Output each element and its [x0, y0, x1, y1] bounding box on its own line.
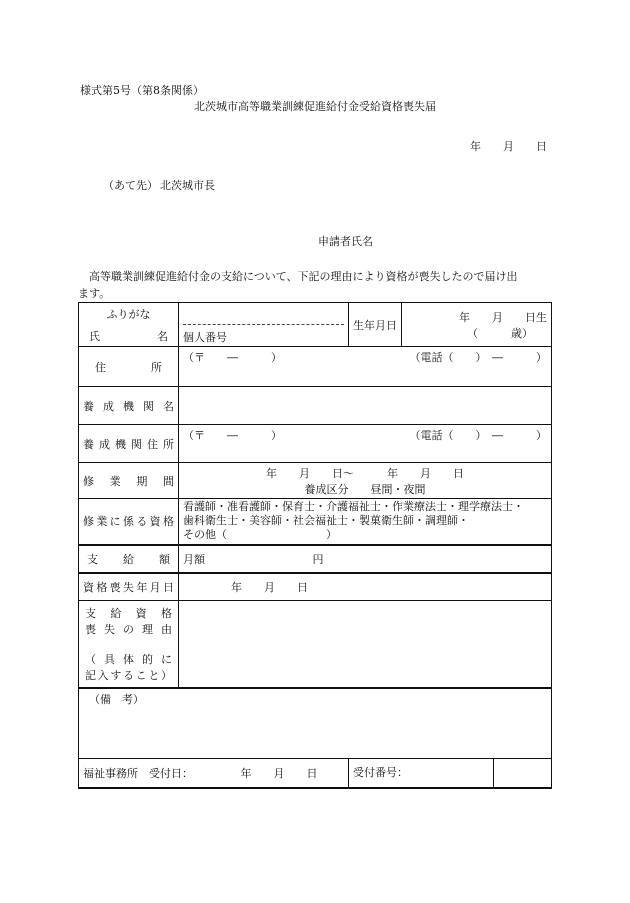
period-label: 修 業 期 間 — [79, 463, 179, 499]
institution-row — [79, 387, 552, 425]
form-title: 北茨城市高等職業訓練促進給付金受給資格喪失届 — [194, 100, 436, 113]
birthdate-input-cell[interactable] — [402, 303, 552, 347]
reason-label-line2: 喪失の理由 — [85, 623, 172, 636]
postal-code-field: （〒 ― ） — [183, 351, 282, 364]
remarks-cell[interactable] — [79, 688, 552, 758]
receipt-number-cell[interactable] — [349, 758, 552, 788]
qualification-options-cell[interactable] — [179, 499, 552, 545]
furigana-input-line[interactable] — [183, 304, 344, 325]
qualification-label: 修業に係る資格 — [79, 499, 179, 545]
receipt-number-input[interactable] — [494, 759, 551, 787]
name-input-cell[interactable] — [179, 303, 349, 347]
address-row — [79, 347, 552, 387]
yen-label: 円 — [312, 552, 324, 566]
institution-address-input-cell[interactable] — [179, 425, 552, 463]
address-phone-field: （電話（ ） ― ） — [409, 351, 547, 364]
office-receipt-date-cell[interactable] — [79, 758, 349, 788]
institution-postal-field: （〒 ― ） — [183, 429, 282, 442]
name-row — [79, 303, 552, 347]
loss-date-value: 年 月 日 — [231, 580, 308, 594]
remarks-label: （備 考） — [89, 693, 144, 706]
reason-input-cell[interactable] — [179, 601, 552, 689]
training-type: 養成区分 昼間・夜間 — [304, 482, 426, 496]
reason-row — [79, 601, 552, 689]
qualification-row — [79, 499, 552, 545]
qualification-options-line2: 歯科衛生士・美容師・社会福祉士・製菓衛生師・調理師・ — [183, 514, 469, 528]
reason-label-line3: （具体的に — [85, 653, 172, 666]
intro-text-line1: 高等職業訓練促進給付金の支給について、下記の理由により資格が喪失したので届け出 — [78, 270, 518, 283]
name-label: 氏 名 — [89, 329, 168, 343]
reason-label-cell — [79, 601, 179, 689]
payment-label: 支 給 額 — [79, 545, 179, 573]
office-row — [79, 758, 552, 788]
payment-input-cell[interactable] — [179, 545, 552, 573]
institution-address-label: 養成機関住所 — [79, 425, 179, 463]
intro-text-line2: ます。 — [78, 287, 111, 300]
age-value: （ 歳） — [467, 326, 533, 340]
furigana-label: ふりがな — [106, 307, 151, 321]
period-input-cell[interactable] — [179, 463, 552, 499]
institution-input-cell[interactable] — [179, 387, 552, 425]
monthly-label: 月額 — [183, 552, 205, 566]
birthdate-value: 年 月 日生 — [459, 310, 547, 324]
addressee-label: （あて先） — [103, 179, 158, 192]
qualification-options-line1: 看護師・准看護師・保育士・介護福祉士・作業療法士・理学療法士・ — [183, 500, 524, 514]
name-label-cell — [79, 303, 179, 347]
payment-row — [79, 545, 552, 573]
reason-label-line4: 記入すること） — [85, 669, 172, 682]
applicant-name-label: 申請者氏名 — [318, 235, 373, 248]
period-row — [79, 463, 552, 499]
addressee-name: 北茨城市長 — [160, 179, 215, 192]
office-label: 福祉事務所 受付日： — [83, 766, 193, 780]
loss-date-label: 資格喪失年月日 — [79, 573, 179, 601]
birthdate-label: 生年月日 — [349, 303, 402, 347]
address-label: 住 所 — [79, 347, 179, 387]
institution-phone-field: （電話（ ） ― ） — [409, 429, 547, 442]
qualification-options-line3: その他（ ） — [183, 528, 337, 542]
receipt-number-label: 受付番号： — [349, 759, 494, 787]
date-line: 年 月 日 — [470, 140, 547, 153]
form-number: 様式第5号（第8条関係） — [80, 84, 204, 97]
period-value: 年 月 日～ 年 月 日 — [266, 466, 464, 480]
personal-number-label: 個人番号 — [183, 331, 227, 344]
office-date-value: 年 月 日 — [240, 766, 318, 780]
loss-date-row — [79, 573, 552, 601]
address-input-cell[interactable] — [179, 347, 552, 387]
reason-label-line1: 支給資格 — [85, 607, 172, 620]
institution-label: 養成機関名 — [79, 387, 179, 425]
remarks-row — [79, 688, 552, 758]
loss-date-input-cell[interactable] — [179, 573, 552, 601]
application-form-table — [78, 302, 552, 789]
institution-address-row — [79, 425, 552, 463]
